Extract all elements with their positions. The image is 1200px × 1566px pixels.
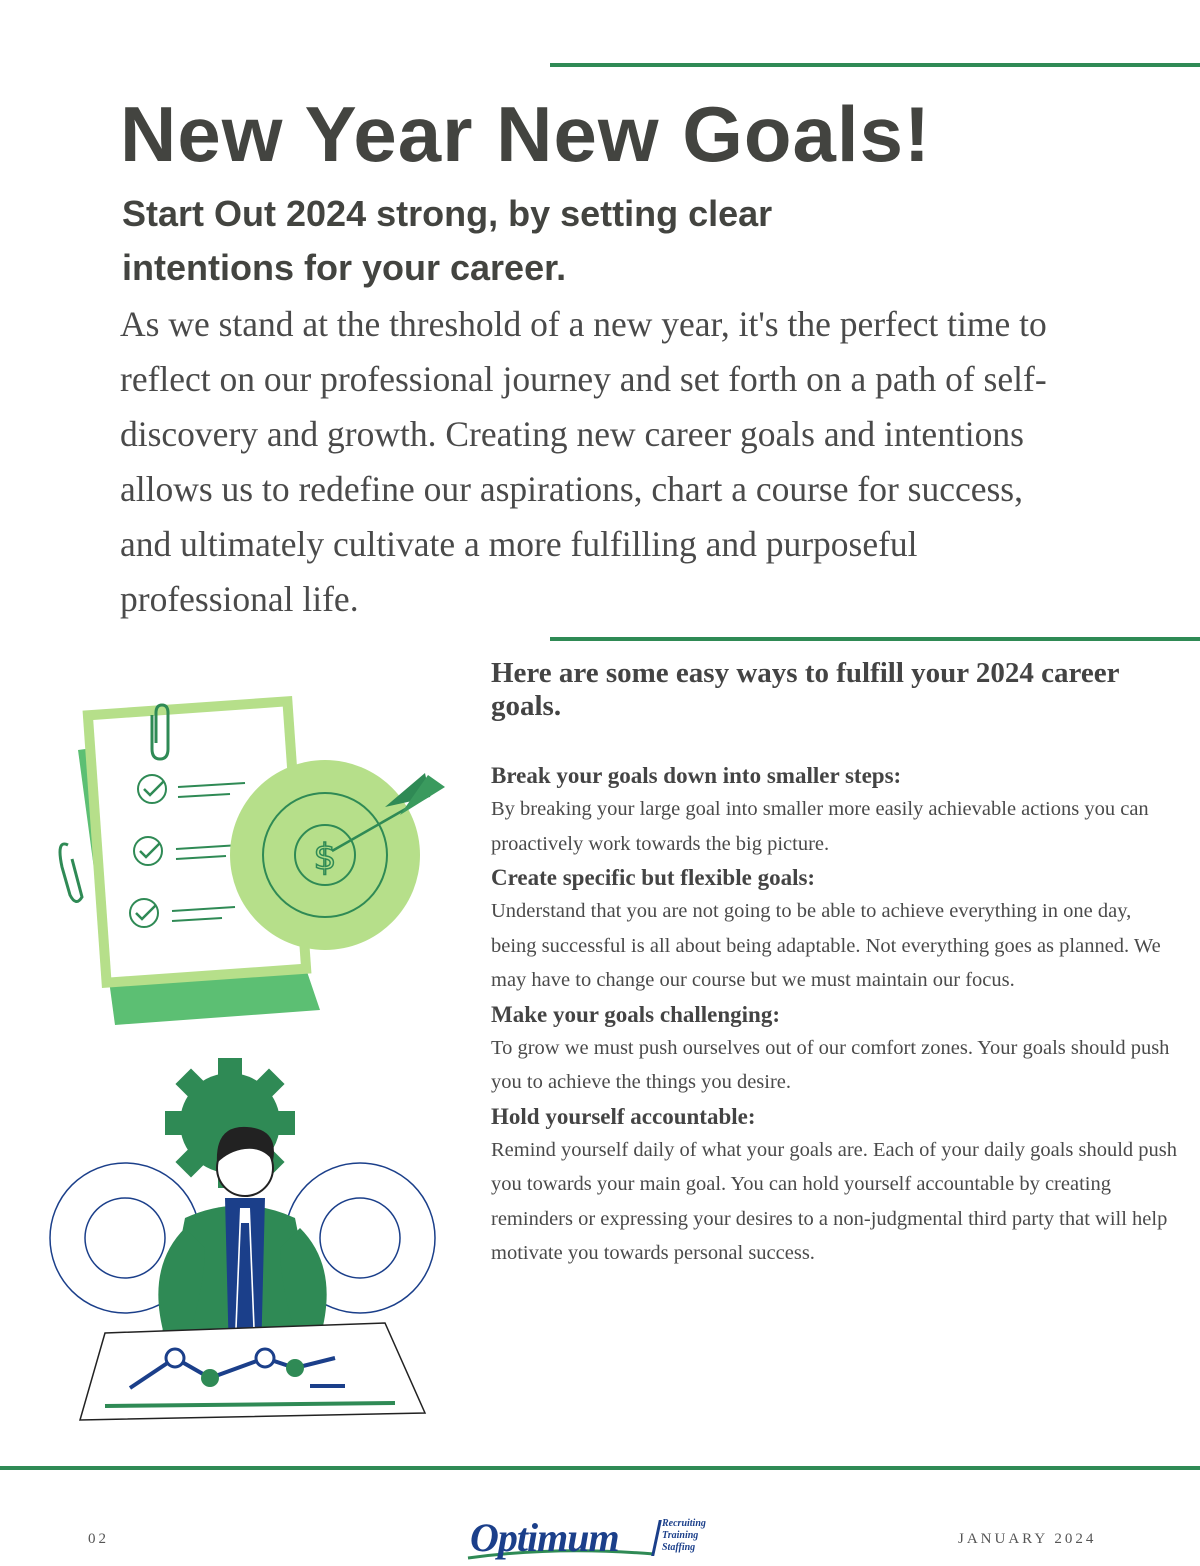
- tips-section: [491, 657, 1181, 1271]
- desk-chart: [80, 1323, 425, 1420]
- logo-tag-item: Staffing: [662, 1542, 696, 1553]
- page-title: New Year New Goals!: [120, 90, 931, 178]
- tip-title: Break your goals down into smaller steps:: [491, 763, 902, 788]
- logo-tag-item: Recruiting: [662, 1518, 706, 1529]
- checklist-target-illustration: [40, 695, 460, 1035]
- footer-divider: [0, 1466, 1200, 1470]
- tip-title: Hold yourself accountable:: [491, 1103, 756, 1129]
- tip-body: Understand that you are not going to be able to achieve everything in one day, being successful is all about being adaptable. Not everything goes as planned. We may have to change our course but we must maintain our focus.: [491, 900, 1161, 991]
- paperclip-icon: [60, 844, 82, 902]
- optimum-logo: [470, 1515, 740, 1566]
- logo-wordmark: Optimum: [470, 1515, 619, 1560]
- tips-heading: Here are some easy ways to fulfill your 2024 career goals.: [491, 657, 1119, 722]
- logo-tag-item: Training: [662, 1530, 699, 1541]
- intro-paragraph: As we stand at the threshold of a new year, it's the perfect time to reflect on our professional journey and set forth on a path of self-discovery and growth. Creating new career goals and intentions allows us to redefine our aspirations, chart a course for success, and ultimately cultivate a more fulfilling and purposeful professional life.: [120, 304, 1047, 619]
- target-icon: [230, 760, 445, 950]
- tip-item: [491, 998, 1181, 1100]
- tip-body: By breaking your large goal into smaller more easily achievable actions you can proactively work towards the big picture.: [491, 798, 1149, 855]
- section-divider: [550, 637, 1200, 641]
- issue-date: JANUARY 2024: [958, 1531, 1097, 1547]
- man-with-gears-illustration: [35, 1058, 455, 1433]
- top-divider: [550, 63, 1200, 67]
- page-number: 02: [88, 1531, 109, 1547]
- page-subtitle: Start Out 2024 strong, by setting clear intentions for your career.: [122, 193, 773, 288]
- tip-title: Create specific but flexible goals:: [491, 865, 816, 890]
- logo-tagline: [662, 1518, 706, 1554]
- tip-item: [491, 759, 1181, 861]
- tip-title: Make your goals challenging:: [491, 1001, 781, 1027]
- tip-body: Remind yourself daily of what your goals are. Each of your daily goals should push you towards your main goal. You can hold yourself accountable by creating reminders or expressing your desires to a non-judgmental third party that will help motivate you towards personal success.: [491, 1138, 1178, 1264]
- svg-text:$: $: [313, 837, 337, 878]
- tip-body: To grow we must push ourselves out of our comfort zones. Your goals should push you to achieve the things you desire.: [491, 1036, 1170, 1093]
- logo-divider: [651, 1520, 662, 1556]
- tip-item: [491, 1100, 1181, 1271]
- tip-item: [491, 861, 1181, 998]
